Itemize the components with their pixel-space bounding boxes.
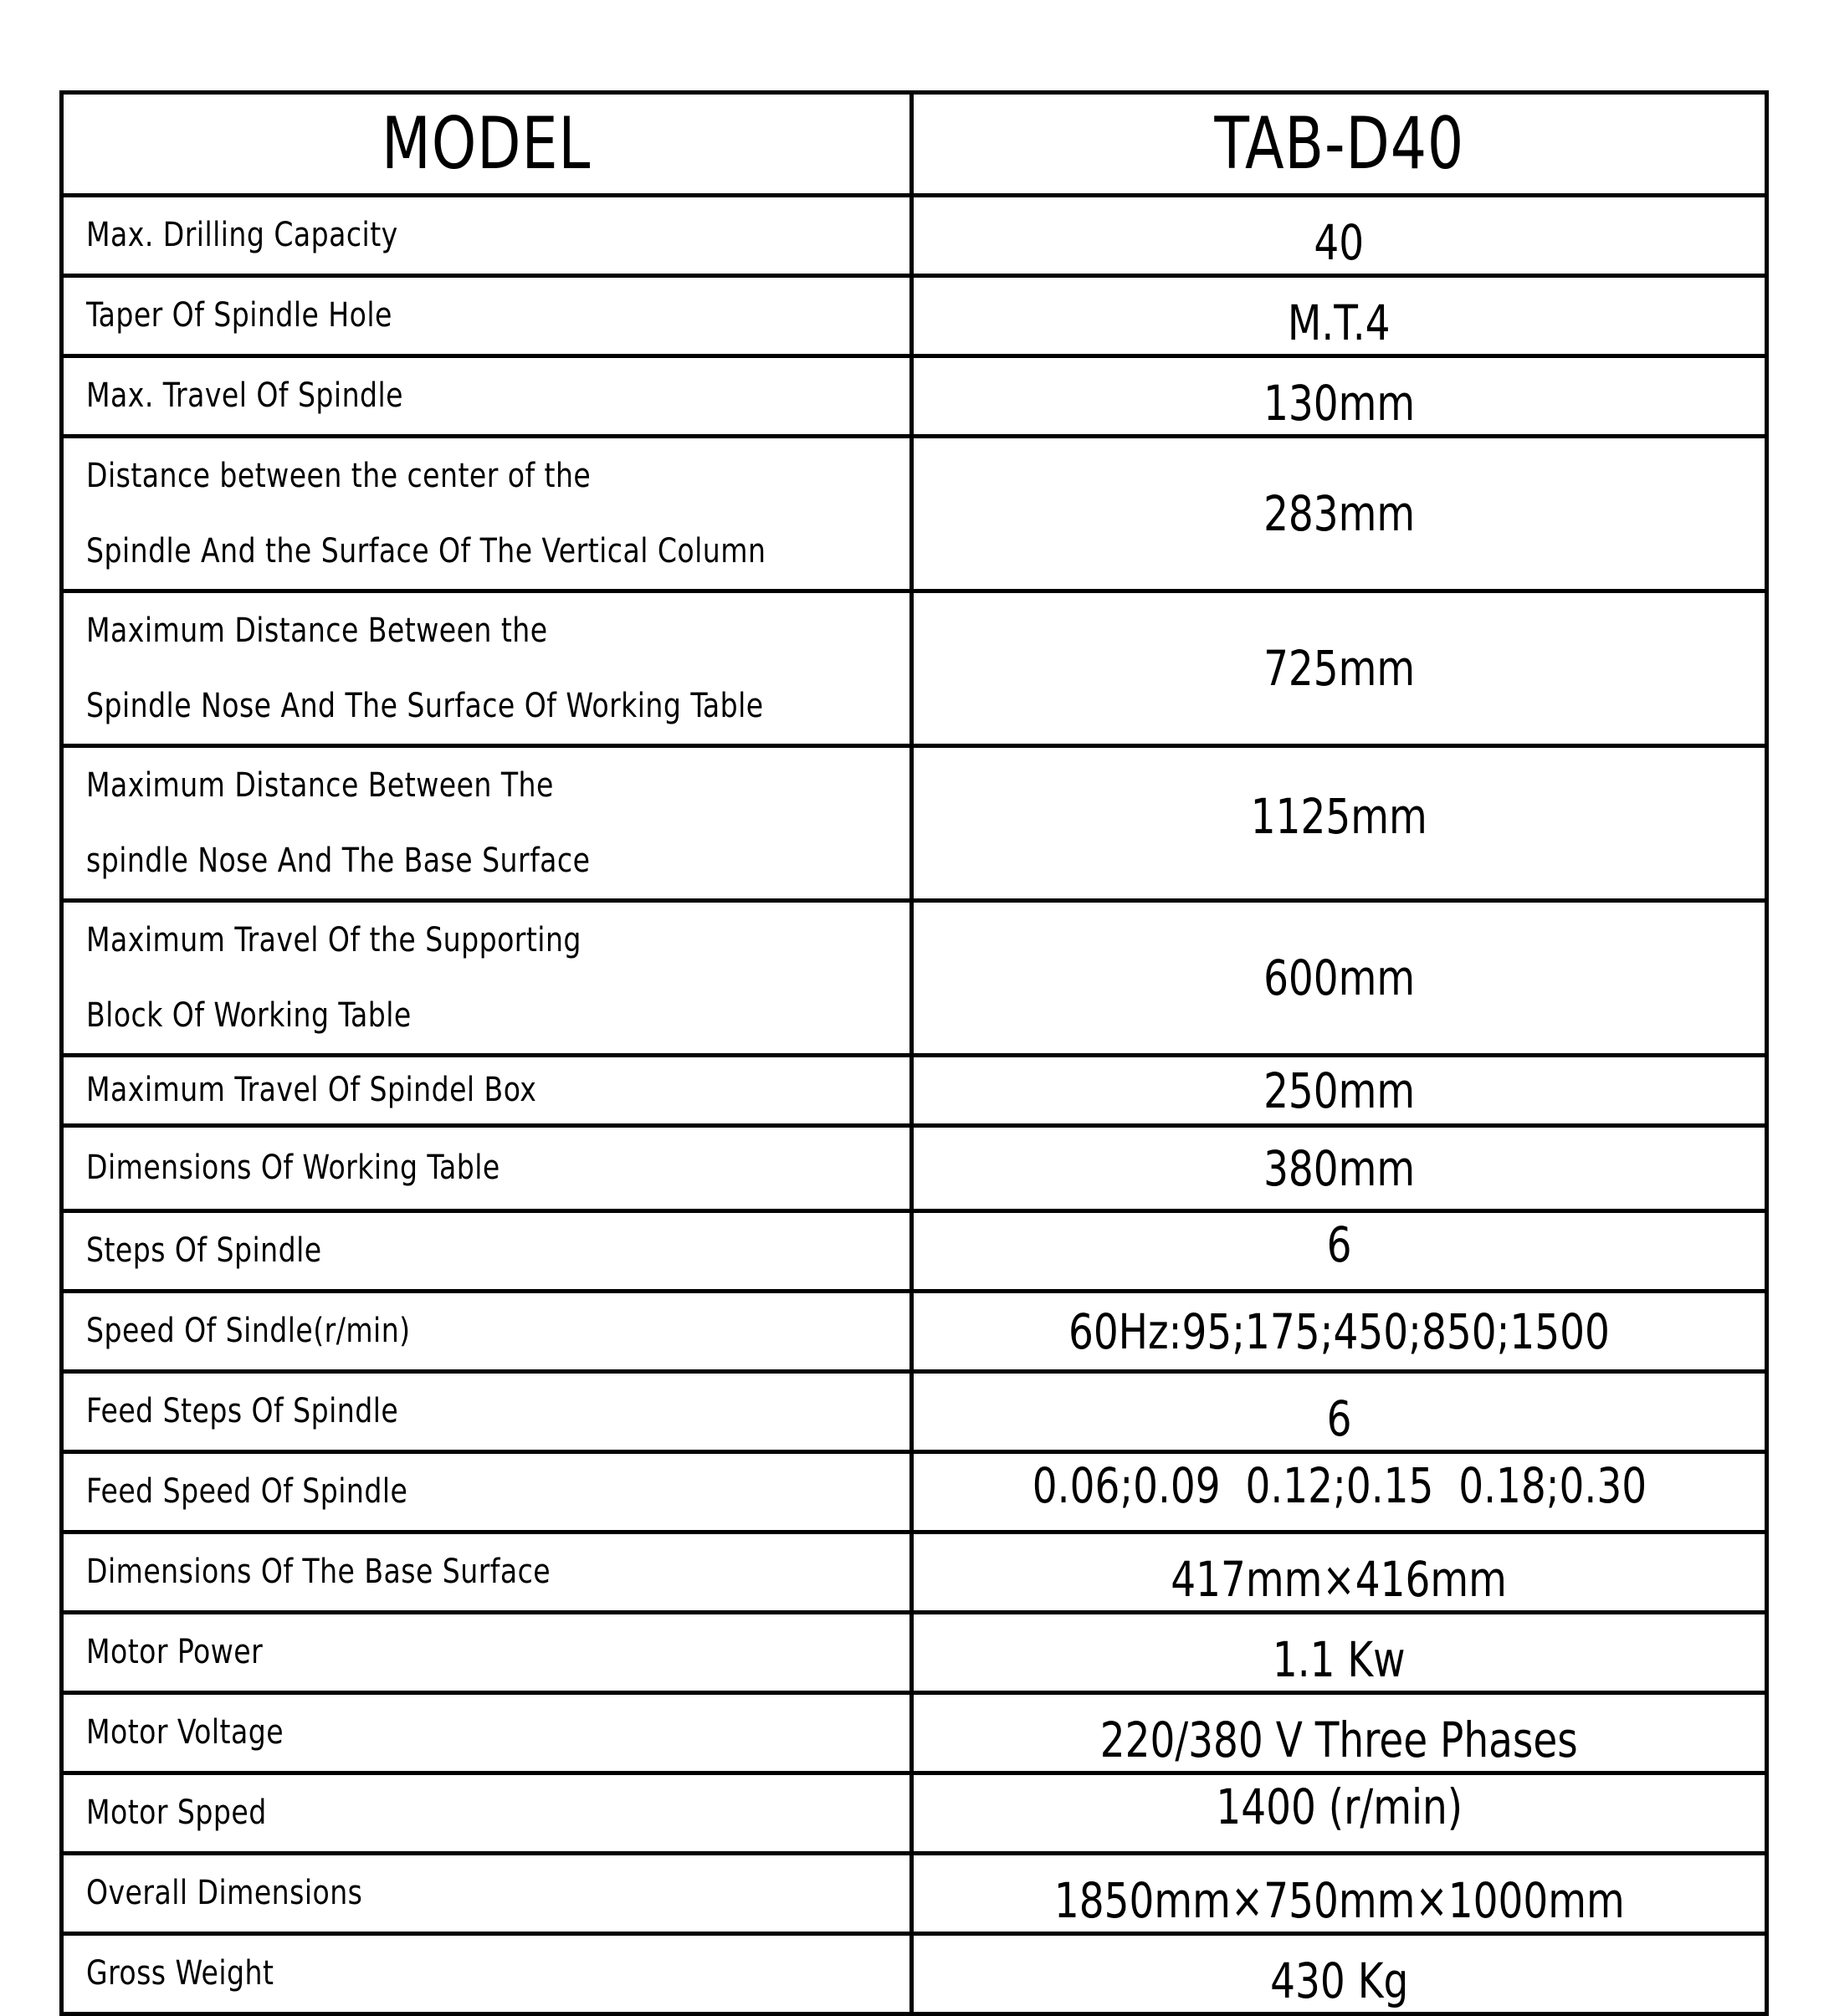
table-row: [62, 356, 1767, 437]
value-text: 283mm: [1263, 485, 1416, 542]
row-value: [912, 1532, 1767, 1613]
row-label: [62, 1126, 912, 1211]
table-row: [62, 437, 1767, 591]
row-label: [62, 1211, 912, 1292]
label-line: Motor Power: [86, 1633, 264, 1671]
value-text: 600mm: [1263, 949, 1416, 1006]
row-label: [62, 356, 912, 437]
label-line: Spindle Nose And The Surface Of Working Table: [86, 687, 764, 725]
table-row: [62, 1452, 1767, 1532]
row-label: [62, 1372, 912, 1452]
table-row: [62, 1056, 1767, 1126]
value-text: 0.06;0.09 0.12;0.15 0.18;0.30: [1032, 1456, 1647, 1514]
label-line: Dimensions Of The Base Surface: [86, 1553, 551, 1591]
table-row: [62, 1773, 1767, 1854]
row-label: [62, 437, 912, 591]
row-label: [62, 276, 912, 356]
table-row: [62, 1292, 1767, 1372]
label-line: Feed Speed Of Spindle: [86, 1472, 408, 1511]
value-text: 40: [1314, 213, 1365, 271]
value-text: M.T.4: [1288, 294, 1391, 351]
label-line: Block Of Working Table: [86, 996, 412, 1035]
row-value: [912, 1292, 1767, 1372]
table-row: [62, 1211, 1767, 1292]
value-text: 1125mm: [1251, 788, 1427, 845]
table-row: [62, 196, 1767, 276]
label-line: Dimensions Of Working Table: [86, 1149, 500, 1187]
row-label: [62, 746, 912, 901]
label-line: Maximum Travel Of Spindel Box: [86, 1071, 537, 1109]
label-line: Taper Of Spindle Hole: [86, 296, 392, 335]
label-line: Spindle And the Surface Of The Vertical Column: [86, 532, 766, 571]
row-value: [912, 1372, 1767, 1452]
label-line: Max. Drilling Capacity: [86, 216, 398, 254]
header-model-label: [62, 93, 912, 196]
value-text: 250mm: [1263, 1062, 1416, 1119]
row-label: [62, 1056, 912, 1126]
value-text: 380mm: [1263, 1139, 1416, 1197]
table-row: [62, 1934, 1767, 2014]
row-label: [62, 1854, 912, 1934]
value-text: 417mm×416mm: [1171, 1550, 1508, 1608]
label-line: Maximum Distance Between the: [86, 611, 548, 650]
row-value: [912, 1854, 1767, 1934]
table-row: [62, 1372, 1767, 1452]
value-text: 60Hz:95;175;450;850;1500: [1068, 1302, 1610, 1360]
row-value: [912, 1613, 1767, 1693]
label-line: Maximum Distance Between The: [86, 766, 554, 805]
label-line: Motor Voltage: [86, 1713, 284, 1752]
label-line: Steps Of Spindle: [86, 1231, 322, 1270]
header-model-number: TAB-D40: [1214, 102, 1464, 186]
label-line: Overall Dimensions: [86, 1874, 363, 1912]
row-value: [912, 1693, 1767, 1773]
row-label: [62, 1934, 912, 2014]
value-text: 6: [1326, 1215, 1352, 1273]
header-row: [62, 93, 1767, 196]
row-value: [912, 901, 1767, 1056]
row-label: [62, 591, 912, 746]
table-row: [62, 901, 1767, 1056]
row-label: [62, 1773, 912, 1854]
table-row: [62, 746, 1767, 901]
value-text: 130mm: [1263, 374, 1416, 432]
label-line: Distance between the center of the: [86, 457, 592, 495]
value-text: 1400 (r/min): [1216, 1778, 1463, 1835]
value-text: 220/380 V Three Phases: [1099, 1711, 1579, 1768]
value-text: 430 Kg: [1269, 1952, 1409, 2009]
value-text: 1850mm×750mm×1000mm: [1053, 1871, 1625, 1929]
table-row: [62, 1126, 1767, 1211]
row-value: [912, 1126, 1767, 1211]
header-model-value: [912, 93, 1767, 196]
table-row: [62, 1693, 1767, 1773]
row-value: [912, 591, 1767, 746]
row-value: [912, 1211, 1767, 1292]
row-value: [912, 1452, 1767, 1532]
table-row: [62, 1613, 1767, 1693]
label-line: spindle Nose And The Base Surface: [86, 842, 591, 880]
row-value: [912, 1056, 1767, 1126]
table-row: [62, 591, 1767, 746]
row-value: [912, 276, 1767, 356]
row-label: [62, 196, 912, 276]
header-model-text: MODEL: [382, 102, 592, 186]
row-label: [62, 1532, 912, 1613]
row-value: [912, 746, 1767, 901]
label-line: Feed Steps Of Spindle: [86, 1392, 399, 1430]
label-line: Motor Spped: [86, 1793, 267, 1832]
value-text: 725mm: [1263, 640, 1416, 697]
table-row: [62, 1532, 1767, 1613]
spec-table: [59, 90, 1769, 2016]
row-label: [62, 1613, 912, 1693]
row-label: [62, 1452, 912, 1532]
table-row: [62, 276, 1767, 356]
row-value: [912, 1773, 1767, 1854]
label-line: Speed Of Sindle(r/min): [86, 1312, 411, 1350]
row-value: [912, 437, 1767, 591]
label-line: Gross Weight: [86, 1954, 274, 1993]
row-value: [912, 356, 1767, 437]
row-label: [62, 1292, 912, 1372]
label-line: Maximum Travel Of the Supporting: [86, 921, 582, 959]
label-line: Max. Travel Of Spindle: [86, 376, 404, 415]
value-text: 6: [1326, 1389, 1352, 1447]
table-row: [62, 1854, 1767, 1934]
row-value: [912, 1934, 1767, 2014]
value-text: 1.1 Kw: [1273, 1630, 1406, 1688]
row-value: [912, 196, 1767, 276]
row-label: [62, 901, 912, 1056]
row-label: [62, 1693, 912, 1773]
